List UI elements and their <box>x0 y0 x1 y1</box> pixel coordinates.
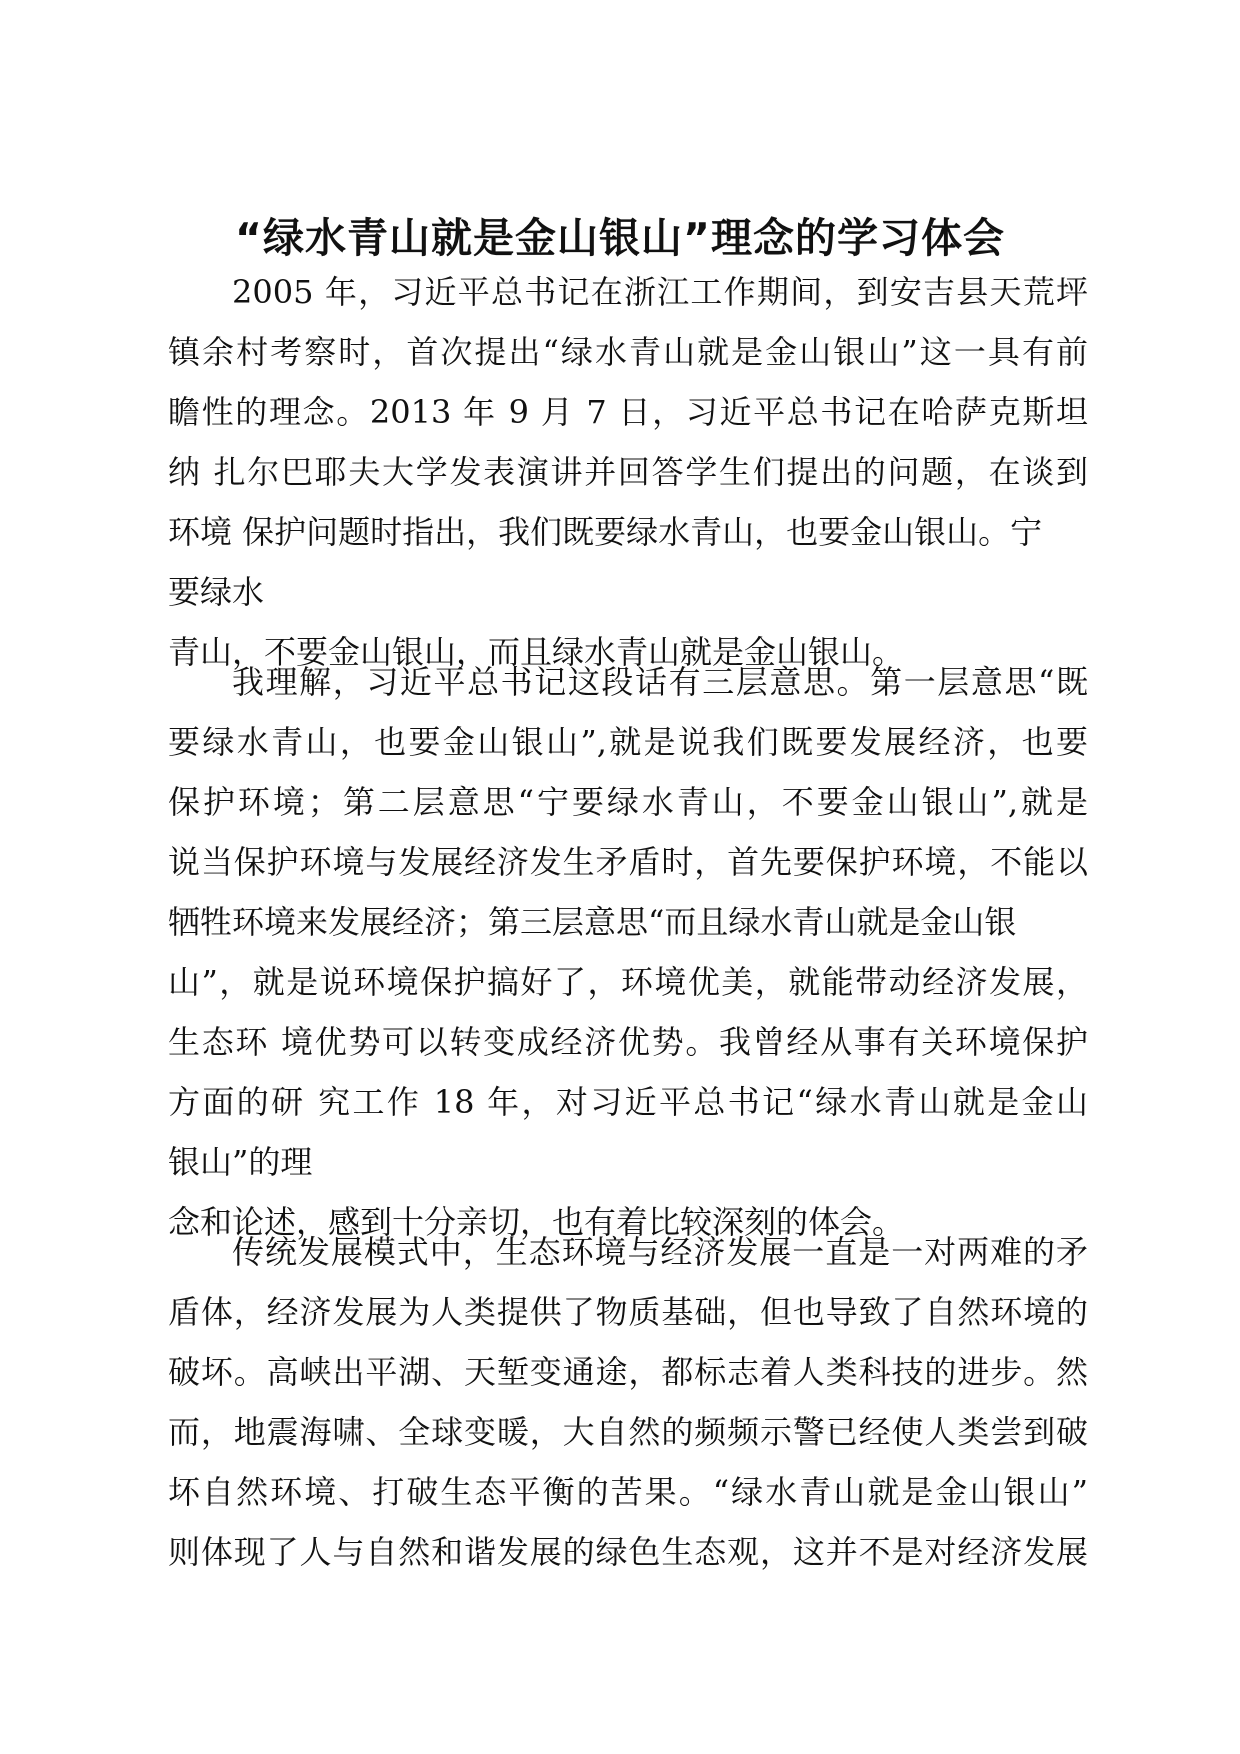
paragraph-1 <box>168 262 1088 682</box>
text-line: 盾体，经济发展为人类提供了物质基础，但也导致了自然环境的 <box>168 1293 1088 1331</box>
text-line: 说当保护环境与发展经济发生矛盾时，首先要保护环境，不能以 <box>168 843 1088 881</box>
text-line: 瞻性的理念。2013 年 9 月 7 日，习近平总书记在哈萨克斯坦 <box>168 393 1088 431</box>
text-line: 则体现了人与自然和谐发展的绿色生态观，这并不是对经济发展 <box>168 1533 1088 1571</box>
text-line: 保护环境；第二层意思“宁要绿水青山，不要金山银山”,就是 <box>168 783 1088 821</box>
text-line: 要绿水 <box>168 573 265 611</box>
text-line: 而，地震海啸、全球变暖，大自然的频频示警已经使人类尝到破 <box>168 1413 1088 1451</box>
paragraph-3 <box>168 1222 1088 1582</box>
text-line: 破坏。高峡出平湖、天堑变通途，都标志着人类科技的进步。然 <box>168 1353 1088 1391</box>
text-line: 念和论述，感到十分亲切，也有着比较深刻的体会。 <box>168 1203 905 1241</box>
paragraph-2 <box>168 652 1088 1252</box>
text-line: 银山”的理 <box>168 1143 313 1181</box>
text-line: 要绿水青山，也要金山银山”,就是说我们既要发展经济，也要 <box>168 723 1088 761</box>
document-title: “绿水青山就是金山银山”理念的学习体会 <box>235 214 1005 262</box>
text-line: 牺牲环境来发展经济；第三层意思“而且绿水青山就是金山银 <box>168 903 1017 941</box>
text-line: 青山，不要金山银山，而且绿水青山就是金山银山。 <box>168 633 905 671</box>
text-line: 山”，就是说环境保护搞好了，环境优美，就能带动经济发展， <box>168 963 1088 1001</box>
text-line: 生态环 境优势可以转变成经济优势。我曾经从事有关环境保护 <box>168 1023 1088 1061</box>
text-line: 方面的研 究工作 18 年，对习近平总书记“绿水青山就是金山 <box>168 1083 1088 1121</box>
text-line: 2005 年，习近平总书记在浙江工作期间，到安吉县天荒坪 <box>232 273 1088 311</box>
text-line: 环境 保护问题时指出，我们既要绿水青山，也要金山银山。宁 <box>168 513 1043 551</box>
text-line: 传统发展模式中，生态环境与经济发展一直是一对两难的矛 <box>232 1233 1088 1271</box>
text-line: 坏自然环境、打破生态平衡的苦果。“绿水青山就是金山银山” <box>168 1473 1088 1511</box>
text-line: 我理解，习近平总书记这段话有三层意思。第一层意思“既 <box>232 663 1088 701</box>
text-line: 镇余村考察时，首次提出“绿水青山就是金山银山”这一具有前 <box>168 333 1088 371</box>
text-line: 纳 扎尔巴耶夫大学发表演讲并回答学生们提出的问题，在谈到 <box>168 453 1088 491</box>
